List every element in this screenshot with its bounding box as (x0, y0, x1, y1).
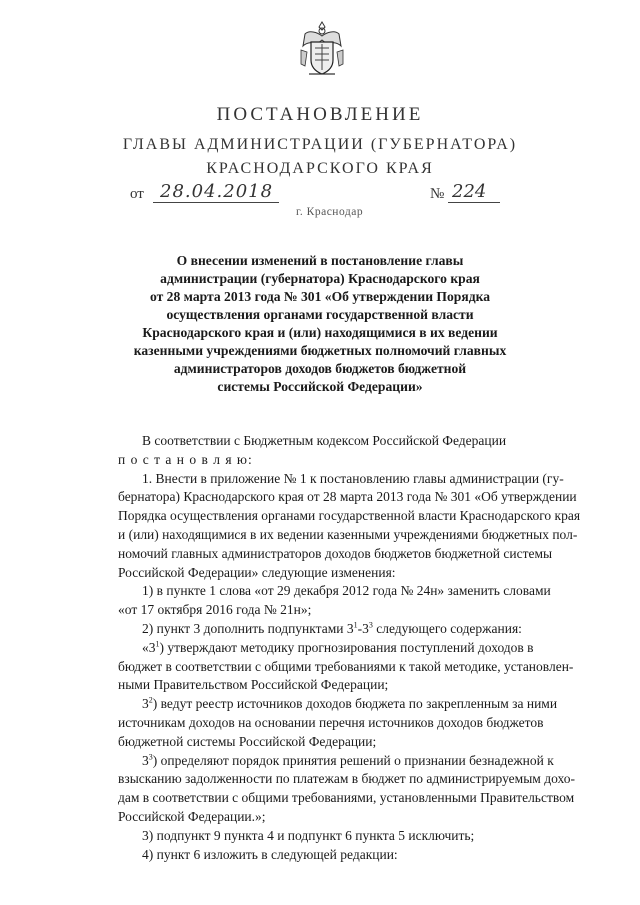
body-line (118, 808, 598, 827)
date-underline (153, 202, 279, 203)
document-type-heading: ПОСТАНОВЛЕНИЕ (216, 104, 424, 125)
body-line (118, 658, 598, 677)
handwritten-date: 28.04.2018 (160, 181, 274, 202)
body-text: дам в соответствии с общими требованиями, установленными Правительством (118, 790, 575, 806)
body-text: 3) подпункт 9 пункта 4 и подпункт 6 пункта 5 исключить; (142, 827, 475, 843)
body-text: п о с т а н о в л я ю: (118, 451, 253, 467)
body-text: 4) пункт 6 изложить в следующей редакции: (142, 846, 398, 862)
title-line: администрации (губернатора) Краснодарского края (160, 271, 480, 286)
handwritten-number: 224 (452, 181, 487, 202)
body-text: В соответствии с Бюджетным кодексом Российской Федерации (142, 433, 507, 448)
body-text: Российской Федерации» следующие изменения: (118, 564, 396, 580)
issuer-heading: ГЛАВЫ АДМИНИСТРАЦИИ (ГУБЕРНАТОРА) (122, 136, 518, 153)
body-text: 1. Внести в приложение № 1 к постановлению главы администрации (гу- (142, 470, 564, 486)
body-line (118, 488, 598, 507)
coat-of-arms-emblem (297, 20, 347, 78)
title-line: от 28 марта 2013 года № 301 «Об утверждении Порядка (149, 289, 491, 304)
body-text: 1) в пункте 1 слова «от 29 декабря 2012 года № 24н» заменить словами (142, 583, 551, 599)
body-text: бюджетной системы Российской Федерации; (118, 733, 377, 749)
body-text: ными Правительством Российской Федерации; (118, 677, 389, 693)
body-line (118, 507, 598, 526)
title-line: О внесении изменений в постановление главы (176, 253, 464, 268)
body-line (118, 432, 598, 451)
body-line (118, 470, 598, 489)
title-line: администраторов доходов бюджетов бюджетной (173, 361, 467, 376)
region-heading: КРАСНОДАРСКОГО КРАЯ (206, 160, 434, 177)
body-text: источникам доходов на основании перечня источников доходов бюджетов (118, 714, 544, 730)
body-line (118, 582, 598, 601)
body-line (118, 639, 598, 658)
body-text: номочий главных администраторов доходов бюджетов бюджетной системы (118, 545, 553, 561)
body-text: бернатора) Краснодарского края от 28 марта 2013 года № 301 «Об утверждении (118, 489, 577, 505)
body-text: бюджет в соответствии с общими требованиями к такой методике, установлен- (118, 658, 574, 674)
body-text: взысканию задолженности по платежам в бюджет по администрируемым дохо- (118, 771, 575, 787)
body-line (118, 601, 598, 620)
date-label: от (130, 186, 144, 202)
body-text: и (или) находящимися в их ведении казенными учреждениями бюджетных пол- (118, 526, 578, 542)
body-line (118, 846, 598, 865)
title-line: Краснодарского края и (или) находящимися в их ведении (142, 325, 498, 340)
body-line (118, 526, 598, 545)
body-line (118, 620, 598, 639)
resolution-title (130, 252, 510, 396)
body-line (118, 733, 598, 752)
body-text: $3^2$) ведут реестр источников доходов бюджета по закрепленным за ними (142, 695, 558, 712)
body-line (118, 752, 598, 771)
number-underline (448, 202, 500, 203)
title-line: осуществления органами государственной власти (166, 307, 474, 322)
city-label: г. Краснодар (296, 206, 364, 218)
body-line (118, 714, 598, 733)
body-text: $3^3$) определяют порядок принятия решений о признании безнадежной к (142, 752, 554, 768)
body-text: «$3^1$) утверждают методику прогнозирования поступлений доходов в (142, 639, 534, 655)
body-line (118, 827, 598, 846)
body-line (118, 789, 598, 808)
body-line (118, 770, 598, 789)
body-line (118, 545, 598, 564)
number-label: № (430, 186, 445, 202)
title-line: системы Российской Федерации» (217, 379, 423, 394)
body-text: 2) пункт 3 дополнить подпунктами $3^1-3^3$ следующего содержания: (142, 620, 522, 636)
body-line (118, 695, 598, 714)
body-line (118, 451, 598, 470)
body-line (118, 564, 598, 583)
title-line: казенными учреждениями бюджетных полномочий главных (133, 343, 507, 358)
body-text: «от 17 октября 2016 года № 21н»; (118, 602, 312, 618)
body-line (118, 676, 598, 695)
body-text: Российской Федерации.»; (118, 808, 266, 824)
body-text: Порядка осуществления органами государственной власти Краснодарского края (118, 508, 581, 524)
resolution-body (118, 432, 598, 864)
